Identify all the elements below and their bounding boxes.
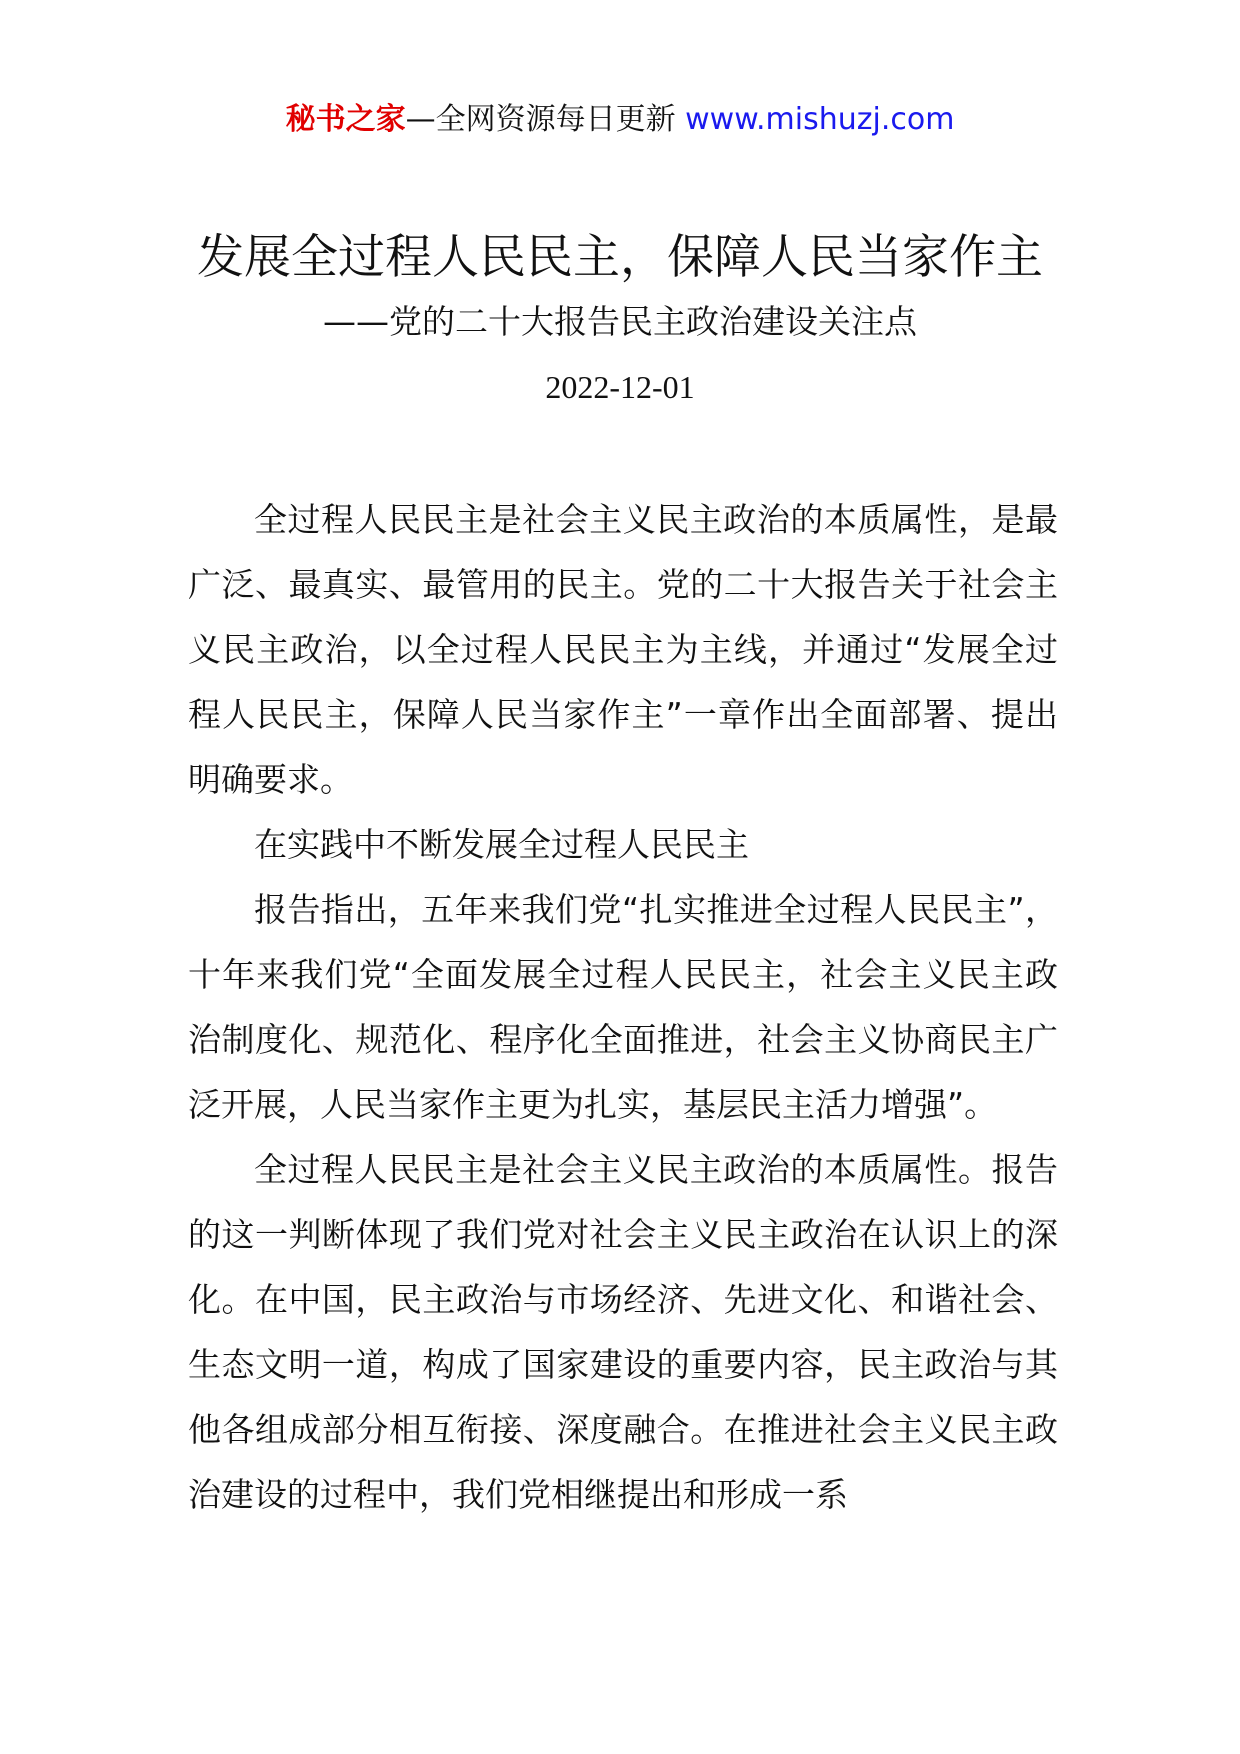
article-title: 发展全过程人民民主，保障人民当家作主 — [197, 230, 1043, 285]
site-url-link[interactable]: www.mishuzj.com — [685, 102, 955, 137]
article-date: 2022-12-01 — [545, 369, 695, 405]
site-header-banner — [0, 100, 1240, 140]
body-paragraph: 全过程人民民主是社会主义民主政治的本质属性，是最广泛、最真实、最管用的民主。党的二十大报告关于社会主义民主政治，以全过程人民民主为主线，并通过“发展全过程人民民主，保障人民当家作主”一章作出全面部署、提出明确要求。 — [188, 500, 1058, 799]
article-subtitle: ——党的二十大报告民主政治建设关注点 — [323, 302, 917, 341]
article-body — [188, 487, 1058, 1527]
body-paragraph: 全过程人民民主是社会主义民主政治的本质属性。报告的这一判断体现了我们党对社会主义民主政治在认识上的深化。在中国，民主政治与市场经济、先进文化、和谐社会、生态文明一道，构成了国家建设的重要内容，民主政治与其他各组成部分相互衔接、深度融合。在推进社会主义民主政治建设的过程中，我们党相继提出和形成一系 — [188, 1150, 1058, 1514]
section-heading: 在实践中不断发展全过程人民民主 — [254, 825, 749, 864]
body-paragraph: 报告指出，五年来我们党“扎实推进全过程人民民主”，十年来我们党“全面发展全过程人民民主，社会主义民主政治制度化、规范化、程序化全面推进，社会主义协商民主广泛开展，人民当家作主更为扎实，基层民主活力增强”。 — [188, 890, 1058, 1124]
header-slogan: —全网资源每日更新 — [405, 102, 686, 137]
brand-name: 秘书之家 — [285, 102, 406, 137]
